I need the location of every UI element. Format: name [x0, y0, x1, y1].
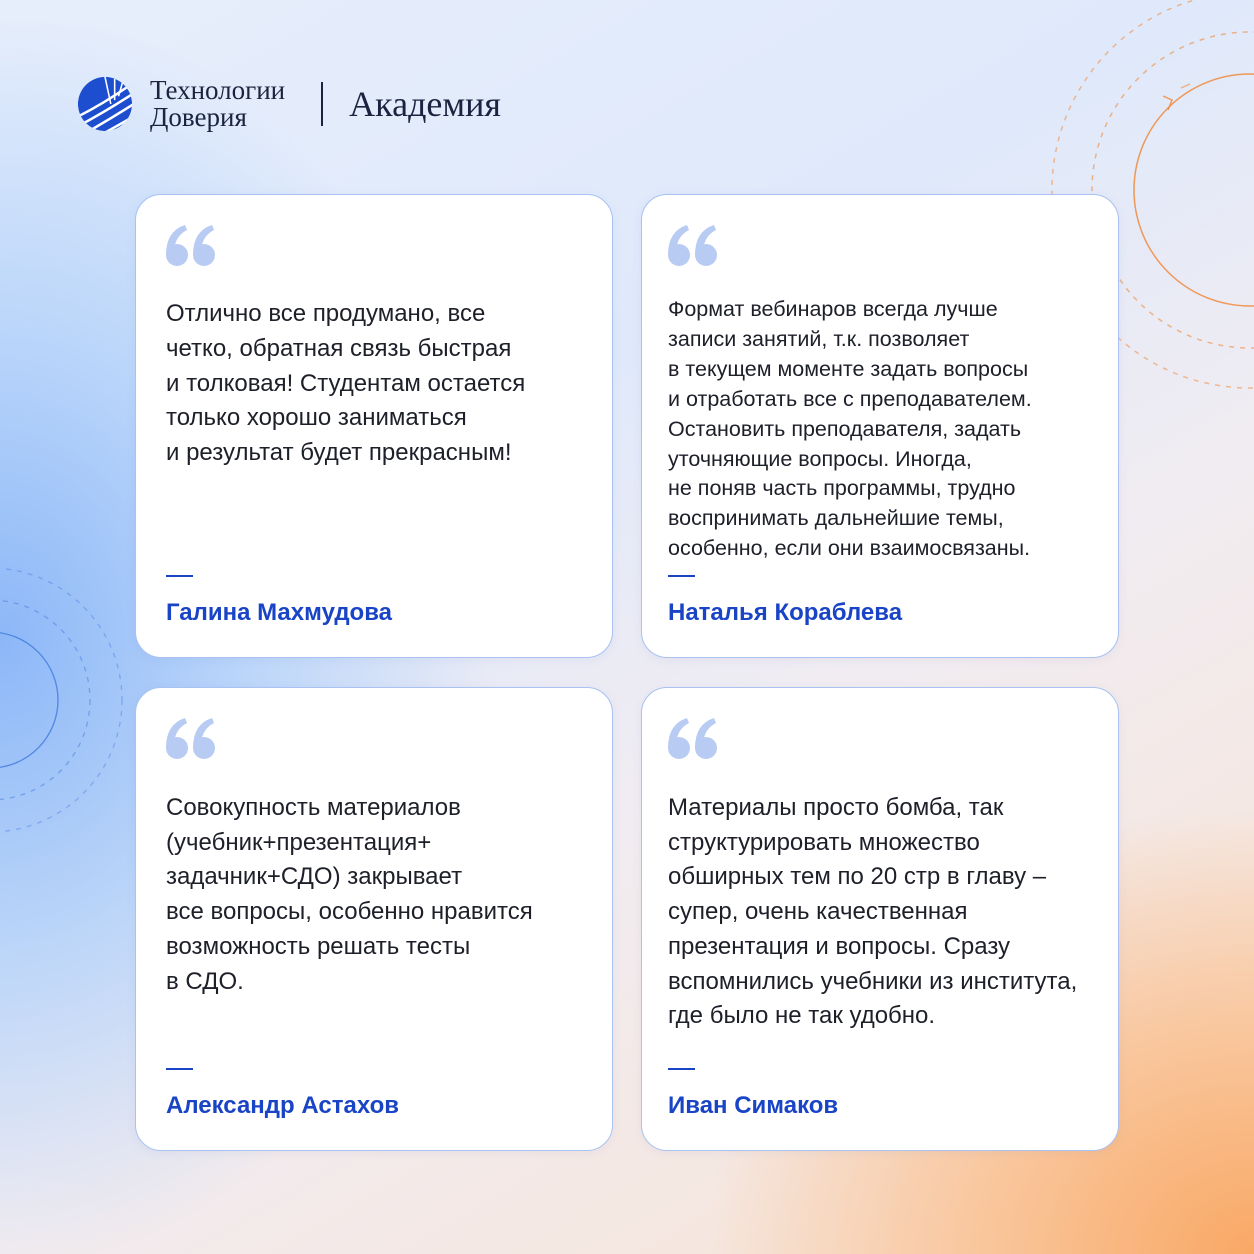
review-text: Формат вебинаров всегда лучше записи занятий, т.к. позволяет в текущем моменте задать вопросы и отработать все с преподавателем. Остановить преподавателя, задать уточняющие вопросы. Иногда, не поняв часть программы, трудно воспринимать дальнейшие темы, особенно, если они взаимосвязаны.: [668, 297, 1032, 561]
brand-line-2: Доверия: [150, 102, 247, 132]
review-text: Материалы просто бомба, так структурировать множество обширных тем по 20 стр в главу – супер, очень качественная презентация и вопросы. Сразу вспомнились учебники из института, где было не так удобно.: [668, 794, 1078, 1030]
quote-mark-icon: [668, 225, 720, 267]
review-card: [135, 194, 613, 658]
review-author: Галина Махмудова: [166, 599, 392, 626]
author-dash: [166, 1068, 193, 1070]
review-text: Отлично все продумано, все четко, обратная связь быстрая и толковая! Студентам остается только хорошо заниматься и результат будет прекрасным!: [166, 300, 526, 467]
review-text: Совокупность материалов (учебник+презентация+ задачник+СДО) закрывает все вопросы, особенно нравится возможность решать тесты в СДО.: [166, 794, 533, 995]
author-dash: [668, 1068, 695, 1070]
quote-mark-icon: [166, 718, 218, 760]
review-author: Иван Симаков: [668, 1092, 839, 1119]
logo-globe-icon: [76, 75, 134, 133]
header: [76, 72, 501, 136]
author-dash: [166, 575, 193, 577]
academy-title: Академия: [349, 84, 501, 124]
brand-name: [150, 77, 285, 131]
author-dash: [668, 575, 695, 577]
quote-mark-icon: [668, 718, 720, 760]
review-author: Александр Астахов: [166, 1092, 399, 1119]
header-divider: [321, 82, 323, 126]
brand-line-1: Технологии: [150, 75, 286, 105]
review-author: Наталья Кораблева: [668, 599, 903, 626]
quote-mark-icon: [166, 225, 218, 267]
review-card: [135, 687, 613, 1151]
review-card: [641, 194, 1119, 658]
review-card: [641, 687, 1119, 1151]
